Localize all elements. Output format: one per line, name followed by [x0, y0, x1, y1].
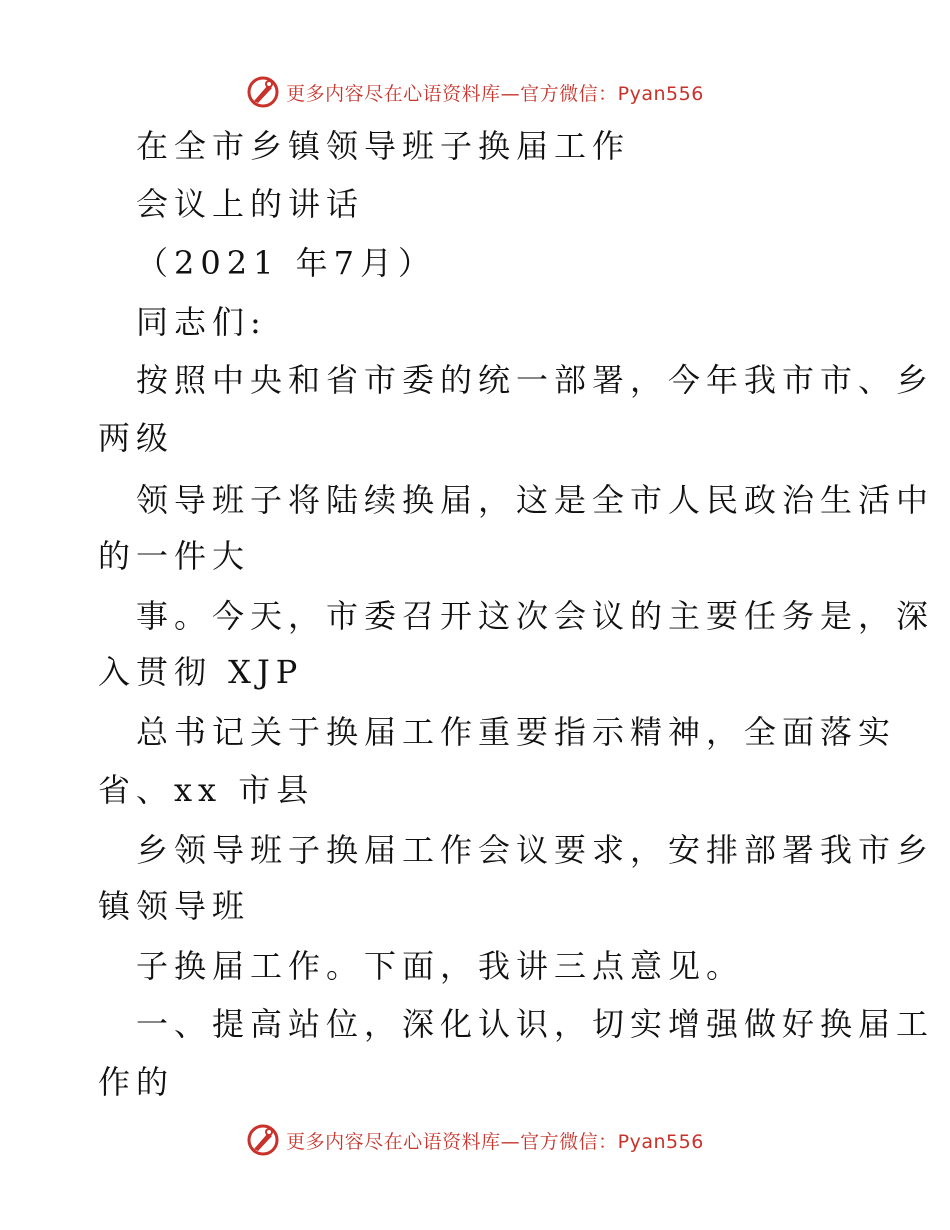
banner-text: 更多内容尽在心语资料库— [286, 1130, 521, 1153]
salutation: 同志们: [136, 303, 267, 341]
paragraph-line: 乡领导班子换届工作会议要求，安排部署我市乡 [136, 831, 935, 869]
paragraph-line: 的一件大 [98, 537, 251, 575]
title-line-2: 会议上的讲话 [136, 185, 365, 223]
section-heading: 一、提高站位，深化认识，切实增强做好换届工 [136, 1005, 935, 1043]
paragraph-line: 入贯彻 XJP [98, 653, 304, 691]
paragraph-line: 两级 [98, 419, 175, 457]
date-line: （2021 年7月） [136, 244, 436, 282]
paragraph-line: 省、xx 市县 [98, 771, 315, 809]
banner-text: 更多内容尽在心语资料库— [286, 82, 521, 105]
paragraph-line: 镇领导班 [98, 887, 251, 925]
banner-wechat: 官方微信：Pyan556 [520, 1130, 704, 1153]
paragraph-line: 子换届工作。下面，我讲三点意见。 [136, 947, 745, 985]
watermark-banner-top [0, 72, 950, 112]
title-line-1: 在全市乡镇领导班子换届工作 [136, 127, 631, 165]
section-heading-cont: 作的 [98, 1063, 175, 1101]
paragraph-line: 总书记关于换届工作重要指示精神，全面落实 [136, 713, 897, 751]
watermark-banner-bottom [0, 1120, 950, 1160]
paragraph-line: 按照中央和省市委的统一部署，今年我市市、乡 [136, 361, 935, 399]
paragraph-line: 领导班子将陆续换届，这是全市人民政治生活中 [136, 481, 935, 519]
paragraph-line: 事。今天，市委召开这次会议的主要任务是，深 [136, 597, 935, 635]
pen-logo-icon [246, 1123, 280, 1157]
pen-logo-icon [246, 75, 280, 109]
banner-wechat: 官方微信：Pyan556 [520, 82, 704, 105]
